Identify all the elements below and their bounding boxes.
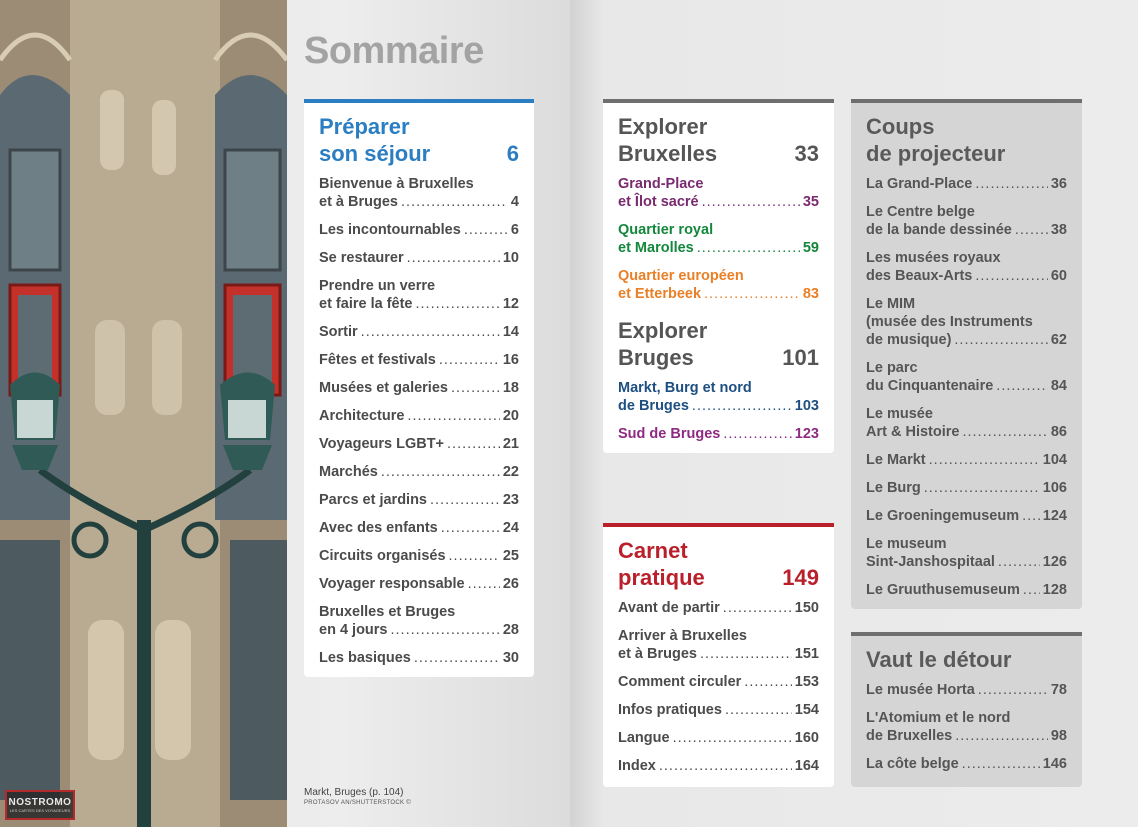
cover-photo bbox=[0, 0, 287, 827]
toc-entry-label: Index bbox=[618, 758, 656, 774]
section-page-number: 33 bbox=[794, 141, 819, 166]
toc-entry[interactable] bbox=[319, 491, 519, 509]
toc-entry[interactable] bbox=[866, 359, 1067, 395]
toc-entry-label: Avant de partir bbox=[618, 600, 720, 616]
dot-leader bbox=[407, 407, 499, 425]
dot-leader bbox=[361, 323, 500, 341]
toc-entry-label: Voyager responsable bbox=[319, 576, 465, 592]
toc-entry[interactable] bbox=[866, 451, 1067, 469]
toc-entry[interactable] bbox=[866, 681, 1067, 699]
toc-entry[interactable] bbox=[319, 435, 519, 453]
section-heading: Préparer son séjour 6 bbox=[319, 114, 519, 166]
dot-leader bbox=[430, 491, 500, 509]
toc-entry-page: 153 bbox=[794, 674, 819, 690]
toc-entry[interactable] bbox=[618, 267, 819, 303]
toc-entry-label: Infos pratiques bbox=[618, 702, 722, 718]
toc-entry-page: 98 bbox=[1050, 728, 1067, 744]
toc-entry-page: 25 bbox=[502, 548, 519, 564]
toc-entry[interactable] bbox=[866, 405, 1067, 441]
toc-entry-page: 36 bbox=[1050, 176, 1067, 192]
dot-leader bbox=[996, 377, 1048, 395]
toc-entry-page: 151 bbox=[794, 646, 819, 662]
section-heading-bruxelles: Explorer Bruxelles 33 bbox=[618, 114, 819, 166]
toc-entry-page: 24 bbox=[502, 520, 519, 536]
section-page-number: 6 bbox=[506, 141, 519, 166]
toc-entry[interactable] bbox=[866, 295, 1067, 349]
toc-entry[interactable] bbox=[319, 323, 519, 341]
toc-entry-page: 35 bbox=[802, 194, 819, 210]
section-heading-bruges: Explorer Bruges 101 bbox=[618, 318, 819, 370]
toc-entry[interactable] bbox=[319, 407, 519, 425]
toc-entry[interactable] bbox=[618, 757, 819, 775]
toc-entry-label: Le parc bbox=[866, 360, 918, 376]
toc-entry[interactable] bbox=[319, 463, 519, 481]
dot-leader bbox=[468, 575, 500, 593]
section-page-number: 149 bbox=[782, 565, 819, 590]
dot-leader bbox=[962, 423, 1047, 441]
toc-entry-page: 38 bbox=[1050, 222, 1067, 238]
dot-leader bbox=[929, 451, 1040, 469]
section-carnet bbox=[603, 523, 834, 787]
toc-entry-label: Architecture bbox=[319, 408, 405, 424]
toc-entry-label: des Beaux-Arts bbox=[866, 268, 973, 284]
toc-entry-label: Musées et galeries bbox=[319, 380, 448, 396]
toc-entry[interactable] bbox=[319, 519, 519, 537]
dot-leader bbox=[723, 425, 791, 443]
dot-leader bbox=[659, 757, 792, 775]
toc-entry-label: de Bruxelles bbox=[866, 728, 953, 744]
toc-entry-page: 78 bbox=[1050, 682, 1067, 698]
toc-entry-label: L'Atomium et le nord bbox=[866, 710, 1011, 726]
section-coups-de-projecteur bbox=[851, 99, 1082, 609]
toc-entry-label: Les incontournables bbox=[319, 222, 461, 238]
toc-entry-label: Sint-Janshospitaal bbox=[866, 554, 995, 570]
toc-entry-label: et Îlot sacré bbox=[618, 194, 699, 210]
toc-entry[interactable] bbox=[319, 221, 519, 239]
toc-entry-label: Le MIM bbox=[866, 296, 916, 312]
toc-entry[interactable] bbox=[866, 507, 1067, 525]
dot-leader bbox=[1022, 507, 1040, 525]
dot-leader bbox=[697, 239, 800, 257]
toc-entry-page: 16 bbox=[502, 352, 519, 368]
photo-credit: PROTASOV AN/SHUTTERSTOCK © bbox=[304, 800, 412, 806]
publisher-logo: NOSTROMO LES CARTES DES VOYAGEURS bbox=[5, 790, 75, 820]
toc-entry-label: Le Gruuthusemuseum bbox=[866, 582, 1020, 598]
dot-leader bbox=[998, 553, 1040, 571]
toc-entry-page: 126 bbox=[1042, 554, 1067, 570]
toc-entry-label: Sortir bbox=[319, 324, 358, 340]
toc-entry[interactable] bbox=[618, 175, 819, 211]
toc-entry-page: 18 bbox=[502, 380, 519, 396]
dot-leader bbox=[700, 645, 792, 663]
toc-entry-page: 23 bbox=[502, 492, 519, 508]
toc-entry-page: 30 bbox=[502, 650, 519, 666]
toc-entry-page: 104 bbox=[1042, 452, 1067, 468]
toc-entry-label: de Bruges bbox=[618, 398, 689, 414]
toc-entry[interactable] bbox=[319, 379, 519, 397]
toc-entry[interactable] bbox=[319, 175, 519, 211]
toc-entry[interactable] bbox=[866, 175, 1067, 193]
toc-entry-page: 164 bbox=[794, 758, 819, 774]
toc-entry-label: en 4 jours bbox=[319, 622, 388, 638]
toc-entry-label: Circuits organisés bbox=[319, 548, 446, 564]
dot-leader bbox=[955, 727, 1048, 745]
toc-entry-page: 22 bbox=[502, 464, 519, 480]
dot-leader bbox=[447, 435, 500, 453]
toc-entry[interactable] bbox=[618, 673, 819, 691]
toc-entry[interactable] bbox=[618, 701, 819, 719]
toc-entry-page: 154 bbox=[794, 702, 819, 718]
toc-entry-page: 62 bbox=[1050, 332, 1067, 348]
toc-entry-label: Voyageurs LGBT+ bbox=[319, 436, 445, 452]
dot-leader bbox=[702, 193, 800, 211]
toc-entry-label: Le museum bbox=[866, 536, 947, 552]
toc-entry-page: 150 bbox=[794, 600, 819, 616]
toc-entry-label: Le Groeningemuseum bbox=[866, 508, 1020, 524]
dot-leader bbox=[975, 267, 1047, 285]
dot-leader bbox=[407, 249, 500, 267]
toc-entry[interactable] bbox=[618, 221, 819, 257]
toc-entry-page: 146 bbox=[1042, 756, 1067, 772]
toc-entry-page: 21 bbox=[502, 436, 519, 452]
section-heading: Coups de projecteur bbox=[866, 114, 1006, 166]
toc-entry-page: 106 bbox=[1042, 480, 1067, 496]
toc-entry-label: Quartier royal bbox=[618, 222, 714, 238]
photo-caption: Markt, Bruges (p. 104) bbox=[304, 787, 404, 798]
dot-leader bbox=[975, 175, 1047, 193]
toc-entry-label: et faire la fête bbox=[319, 296, 413, 312]
toc-entry-label: et Etterbeek bbox=[618, 286, 702, 302]
toc-entry-page: 28 bbox=[502, 622, 519, 638]
dot-leader bbox=[414, 649, 500, 667]
toc-entry-label: Avec des enfants bbox=[319, 520, 438, 536]
toc-entry-label: Art & Histoire bbox=[866, 424, 960, 440]
toc-entry-label: La côte belge bbox=[866, 756, 959, 772]
toc-entry-label: Le Markt bbox=[866, 452, 926, 468]
toc-entry[interactable] bbox=[866, 249, 1067, 285]
toc-entry-page: 123 bbox=[794, 426, 819, 442]
toc-entry[interactable] bbox=[319, 547, 519, 565]
toc-entry-label: du Cinquantenaire bbox=[866, 378, 994, 394]
toc-entry-page: 103 bbox=[794, 398, 819, 414]
toc-entry[interactable] bbox=[319, 351, 519, 369]
toc-entry-label: Grand-Place bbox=[618, 176, 704, 192]
toc-entry-label: Le Centre belge bbox=[866, 204, 975, 220]
dot-leader bbox=[391, 621, 500, 639]
dot-leader bbox=[704, 285, 800, 303]
dot-leader bbox=[451, 379, 500, 397]
section-heading: Carnet pratique 149 bbox=[618, 538, 819, 590]
toc-entry-label: et à Bruges bbox=[319, 194, 398, 210]
toc-entry[interactable] bbox=[618, 729, 819, 747]
toc-entry-label: Arriver à Bruxelles bbox=[618, 628, 747, 644]
toc-entry-label: Les musées royaux bbox=[866, 250, 1001, 266]
toc-entry[interactable] bbox=[866, 203, 1067, 239]
toc-entry[interactable] bbox=[618, 627, 819, 663]
dot-leader bbox=[723, 599, 792, 617]
toc-entry-label: de la bande dessinée bbox=[866, 222, 1012, 238]
toc-entry-page: 86 bbox=[1050, 424, 1067, 440]
toc-entry-page: 128 bbox=[1042, 582, 1067, 598]
toc-entry-label: Le musée Horta bbox=[866, 682, 975, 698]
toc-entry-label: Parcs et jardins bbox=[319, 492, 427, 508]
toc-entry-label: Le Burg bbox=[866, 480, 921, 496]
dot-leader bbox=[1015, 221, 1048, 239]
dot-leader bbox=[673, 729, 792, 747]
toc-entry-label: La Grand-Place bbox=[866, 176, 973, 192]
toc-entry[interactable] bbox=[866, 755, 1067, 773]
toc-entry-label: Se restaurer bbox=[319, 250, 404, 266]
gothic-facade-illustration bbox=[0, 0, 287, 827]
toc-entry-page: 83 bbox=[802, 286, 819, 302]
dot-leader bbox=[744, 673, 792, 691]
section-vaut-le-detour bbox=[851, 632, 1082, 787]
section-heading: Vaut le détour bbox=[866, 647, 1012, 672]
toc-entry-page: 20 bbox=[502, 408, 519, 424]
dot-leader bbox=[381, 463, 500, 481]
toc-entry[interactable] bbox=[618, 599, 819, 617]
dot-leader bbox=[924, 479, 1040, 497]
toc-entry-label: Bienvenue à Bruxelles bbox=[319, 176, 474, 192]
dot-leader bbox=[401, 193, 508, 211]
toc-entry-label: Prendre un verre bbox=[319, 278, 436, 294]
toc-entry-page: 14 bbox=[502, 324, 519, 340]
dot-leader bbox=[954, 331, 1047, 349]
toc-entry-label: et Marolles bbox=[618, 240, 694, 256]
toc-entry[interactable] bbox=[866, 535, 1067, 571]
dot-leader bbox=[416, 295, 500, 313]
toc-entry-page: 6 bbox=[510, 222, 519, 238]
toc-entry-label: de musique) bbox=[866, 332, 952, 348]
toc-entry-page: 26 bbox=[502, 576, 519, 592]
toc-entry-label: Markt, Burg et nord bbox=[618, 380, 752, 396]
dot-leader bbox=[1023, 581, 1040, 599]
toc-entry-page: 124 bbox=[1042, 508, 1067, 524]
dot-leader bbox=[978, 681, 1048, 699]
toc-entry[interactable] bbox=[319, 277, 519, 313]
toc-entry[interactable] bbox=[866, 581, 1067, 599]
toc-entry-page: 59 bbox=[802, 240, 819, 256]
section-page-number: 101 bbox=[782, 345, 819, 370]
toc-entry-label: Quartier européen bbox=[618, 268, 744, 284]
toc-entry-label: Fêtes et festivals bbox=[319, 352, 436, 368]
toc-entry-page: 4 bbox=[510, 194, 519, 210]
toc-entry-label: Langue bbox=[618, 730, 670, 746]
toc-entry[interactable] bbox=[319, 603, 519, 639]
toc-entry-label: Le musée bbox=[866, 406, 933, 422]
toc-entry[interactable] bbox=[866, 709, 1067, 745]
toc-entry-label: et à Bruges bbox=[618, 646, 697, 662]
dot-leader bbox=[962, 755, 1040, 773]
toc-entry[interactable] bbox=[319, 249, 519, 267]
toc-entry-label: (musée des Instruments bbox=[866, 314, 1033, 330]
toc-entry-label: Les basiques bbox=[319, 650, 411, 666]
section-preparer bbox=[304, 99, 534, 677]
toc-entry-label: Bruxelles et Bruges bbox=[319, 604, 456, 620]
toc-entry-label: Sud de Bruges bbox=[618, 426, 721, 442]
toc-entry[interactable] bbox=[618, 425, 819, 443]
dot-leader bbox=[439, 351, 500, 369]
toc-entry[interactable] bbox=[866, 479, 1067, 497]
toc-entry-page: 160 bbox=[794, 730, 819, 746]
page-title: Sommaire bbox=[304, 30, 484, 72]
dot-leader bbox=[441, 519, 500, 537]
toc-entry-page: 60 bbox=[1050, 268, 1067, 284]
dot-leader bbox=[449, 547, 500, 565]
dot-leader bbox=[464, 221, 508, 239]
section-explorer bbox=[603, 99, 834, 453]
toc-entry[interactable] bbox=[618, 379, 819, 415]
toc-entry-page: 84 bbox=[1050, 378, 1067, 394]
toc-entry-page: 12 bbox=[502, 296, 519, 312]
toc-entry[interactable] bbox=[319, 649, 519, 667]
toc-entry-label: Comment circuler bbox=[618, 674, 742, 690]
toc-entry-page: 10 bbox=[502, 250, 519, 266]
dot-leader bbox=[725, 701, 792, 719]
toc-entry[interactable] bbox=[319, 575, 519, 593]
toc-entry-label: Marchés bbox=[319, 464, 378, 480]
dot-leader bbox=[692, 397, 792, 415]
